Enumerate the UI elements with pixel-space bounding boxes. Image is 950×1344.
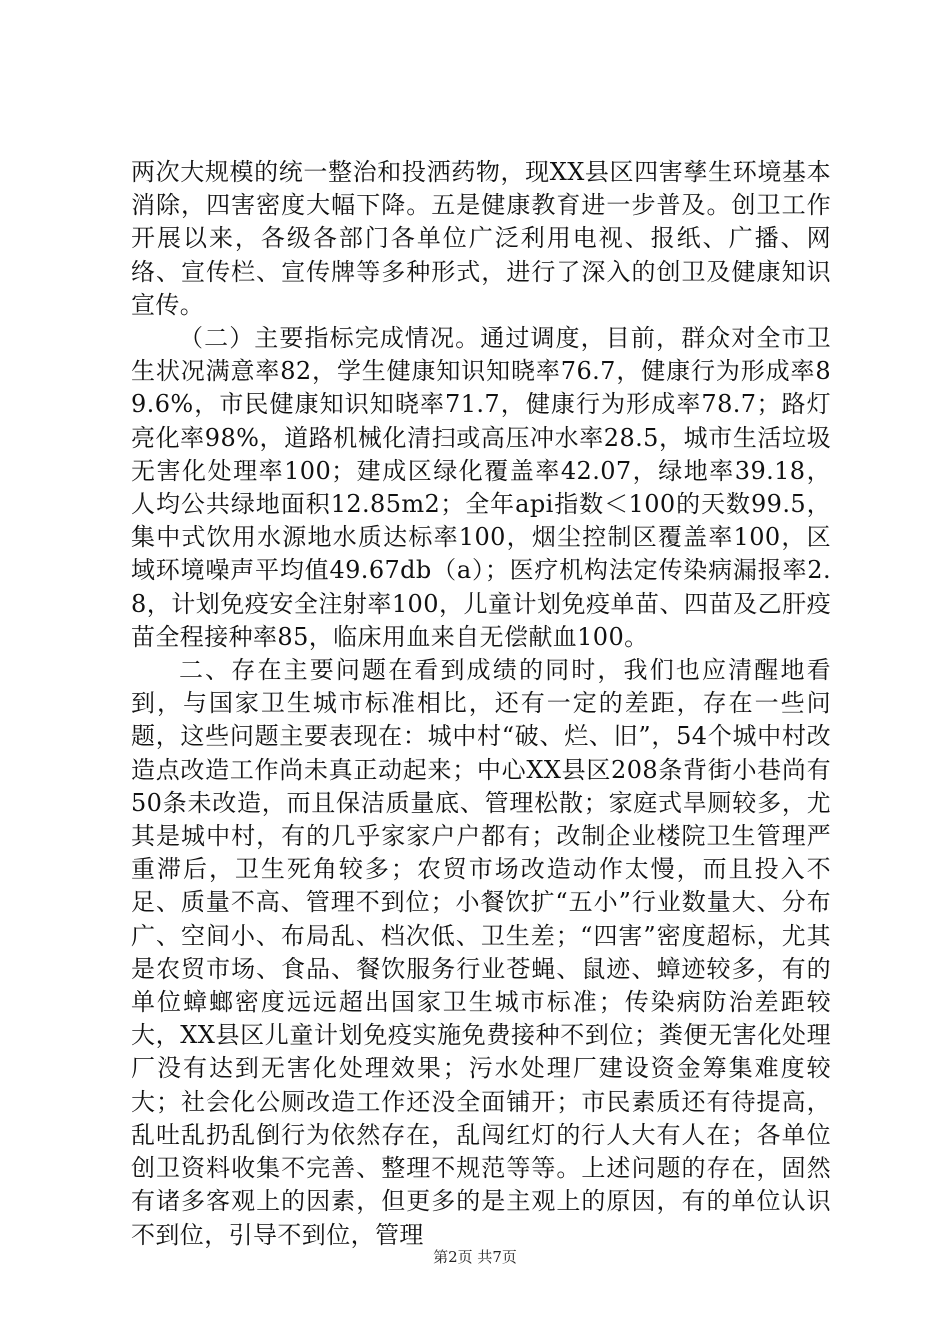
document-body [131,156,831,1252]
paragraph-continuation: 两次大规模的统一整治和投洒药物，现XX县区四害孳生环境基本消除，四害密度大幅下降。五是健康教育进一步普及。创卫工作开展以来，各级各部门各单位广泛利用电视、报纸、广播、网络、宣传栏、宣传牌等多种形式，进行了深入的创卫及健康知识宣传。 [131,158,831,319]
paragraph-indicators: （二）主要指标完成情况。通过调度，目前，群众对全市卫生状况满意率82，学生健康知识知晓率76.7，健康行为形成率89.6%，市民健康知识知晓率71.7，健康行为形成率78.7；路灯亮化率98%，道路机械化清扫或高压冲水率28.5，城市生活垃圾无害化处理率100；建成区绿化覆盖率42.07，绿地率39.18，人均公共绿地面积12.85m2；全年api指数＜100的天数99.5，集中式饮用水源地水质达标率100，烟尘控制区覆盖率100，区域环境噪声平均值49.67db（a）；医疗机构法定传染病漏报率2.8，计划免疫安全注射率100，儿童计划免疫单苗、四苗及乙肝疫苗全程接种率85，临床用血来自无偿献血100。 [131,324,831,651]
page-number-footer: 第2页 共7页 [433,1248,517,1266]
paragraph-problems: 二、存在主要问题在看到成绩的同时，我们也应清醒地看到，与国家卫生城市标准相比，还有一定的差距，存在一些问题，这些问题主要表现在：城中村“破、烂、旧”，54个城中村改造点改造工作尚未真正动起来；中心XX县区208条背街小巷尚有50条未改造，而且保洁质量底、管理松散；家庭式旱厕较多，尤其是城中村，有的几乎家家户户都有；改制企业楼院卫生管理严重滞后，卫生死角较多；农贸市场改造动作太慢，而且投入不足、质量不高、管理不到位；小餐饮扩“五小”行业数量大、分布广、空间小、布局乱、档次低、卫生差；“四害”密度超标，尤其是农贸市场、食品、餐饮服务行业苍蝇、鼠迹、蟑迹较多，有的单位蟑螂密度远远超出国家卫生城市标准；传染病防治差距较大，XX县区儿童计划免疫实施免费接种不到位；粪便无害化处理厂没有达到无害化处理效果；污水处理厂建设资金筹集难度较大；社会化公厕改造工作还没全面铺开；市民素质还有待提高，乱吐乱扔乱倒行为依然存在，乱闯红灯的行人大有人在；各单位创卫资料收集不完善、整理不规范等等。上述问题的存在，固然有诸多客观上的因素，但更多的是主观上的原因，有的单位认识不到位，引导不到位，管理 [131,656,831,1249]
